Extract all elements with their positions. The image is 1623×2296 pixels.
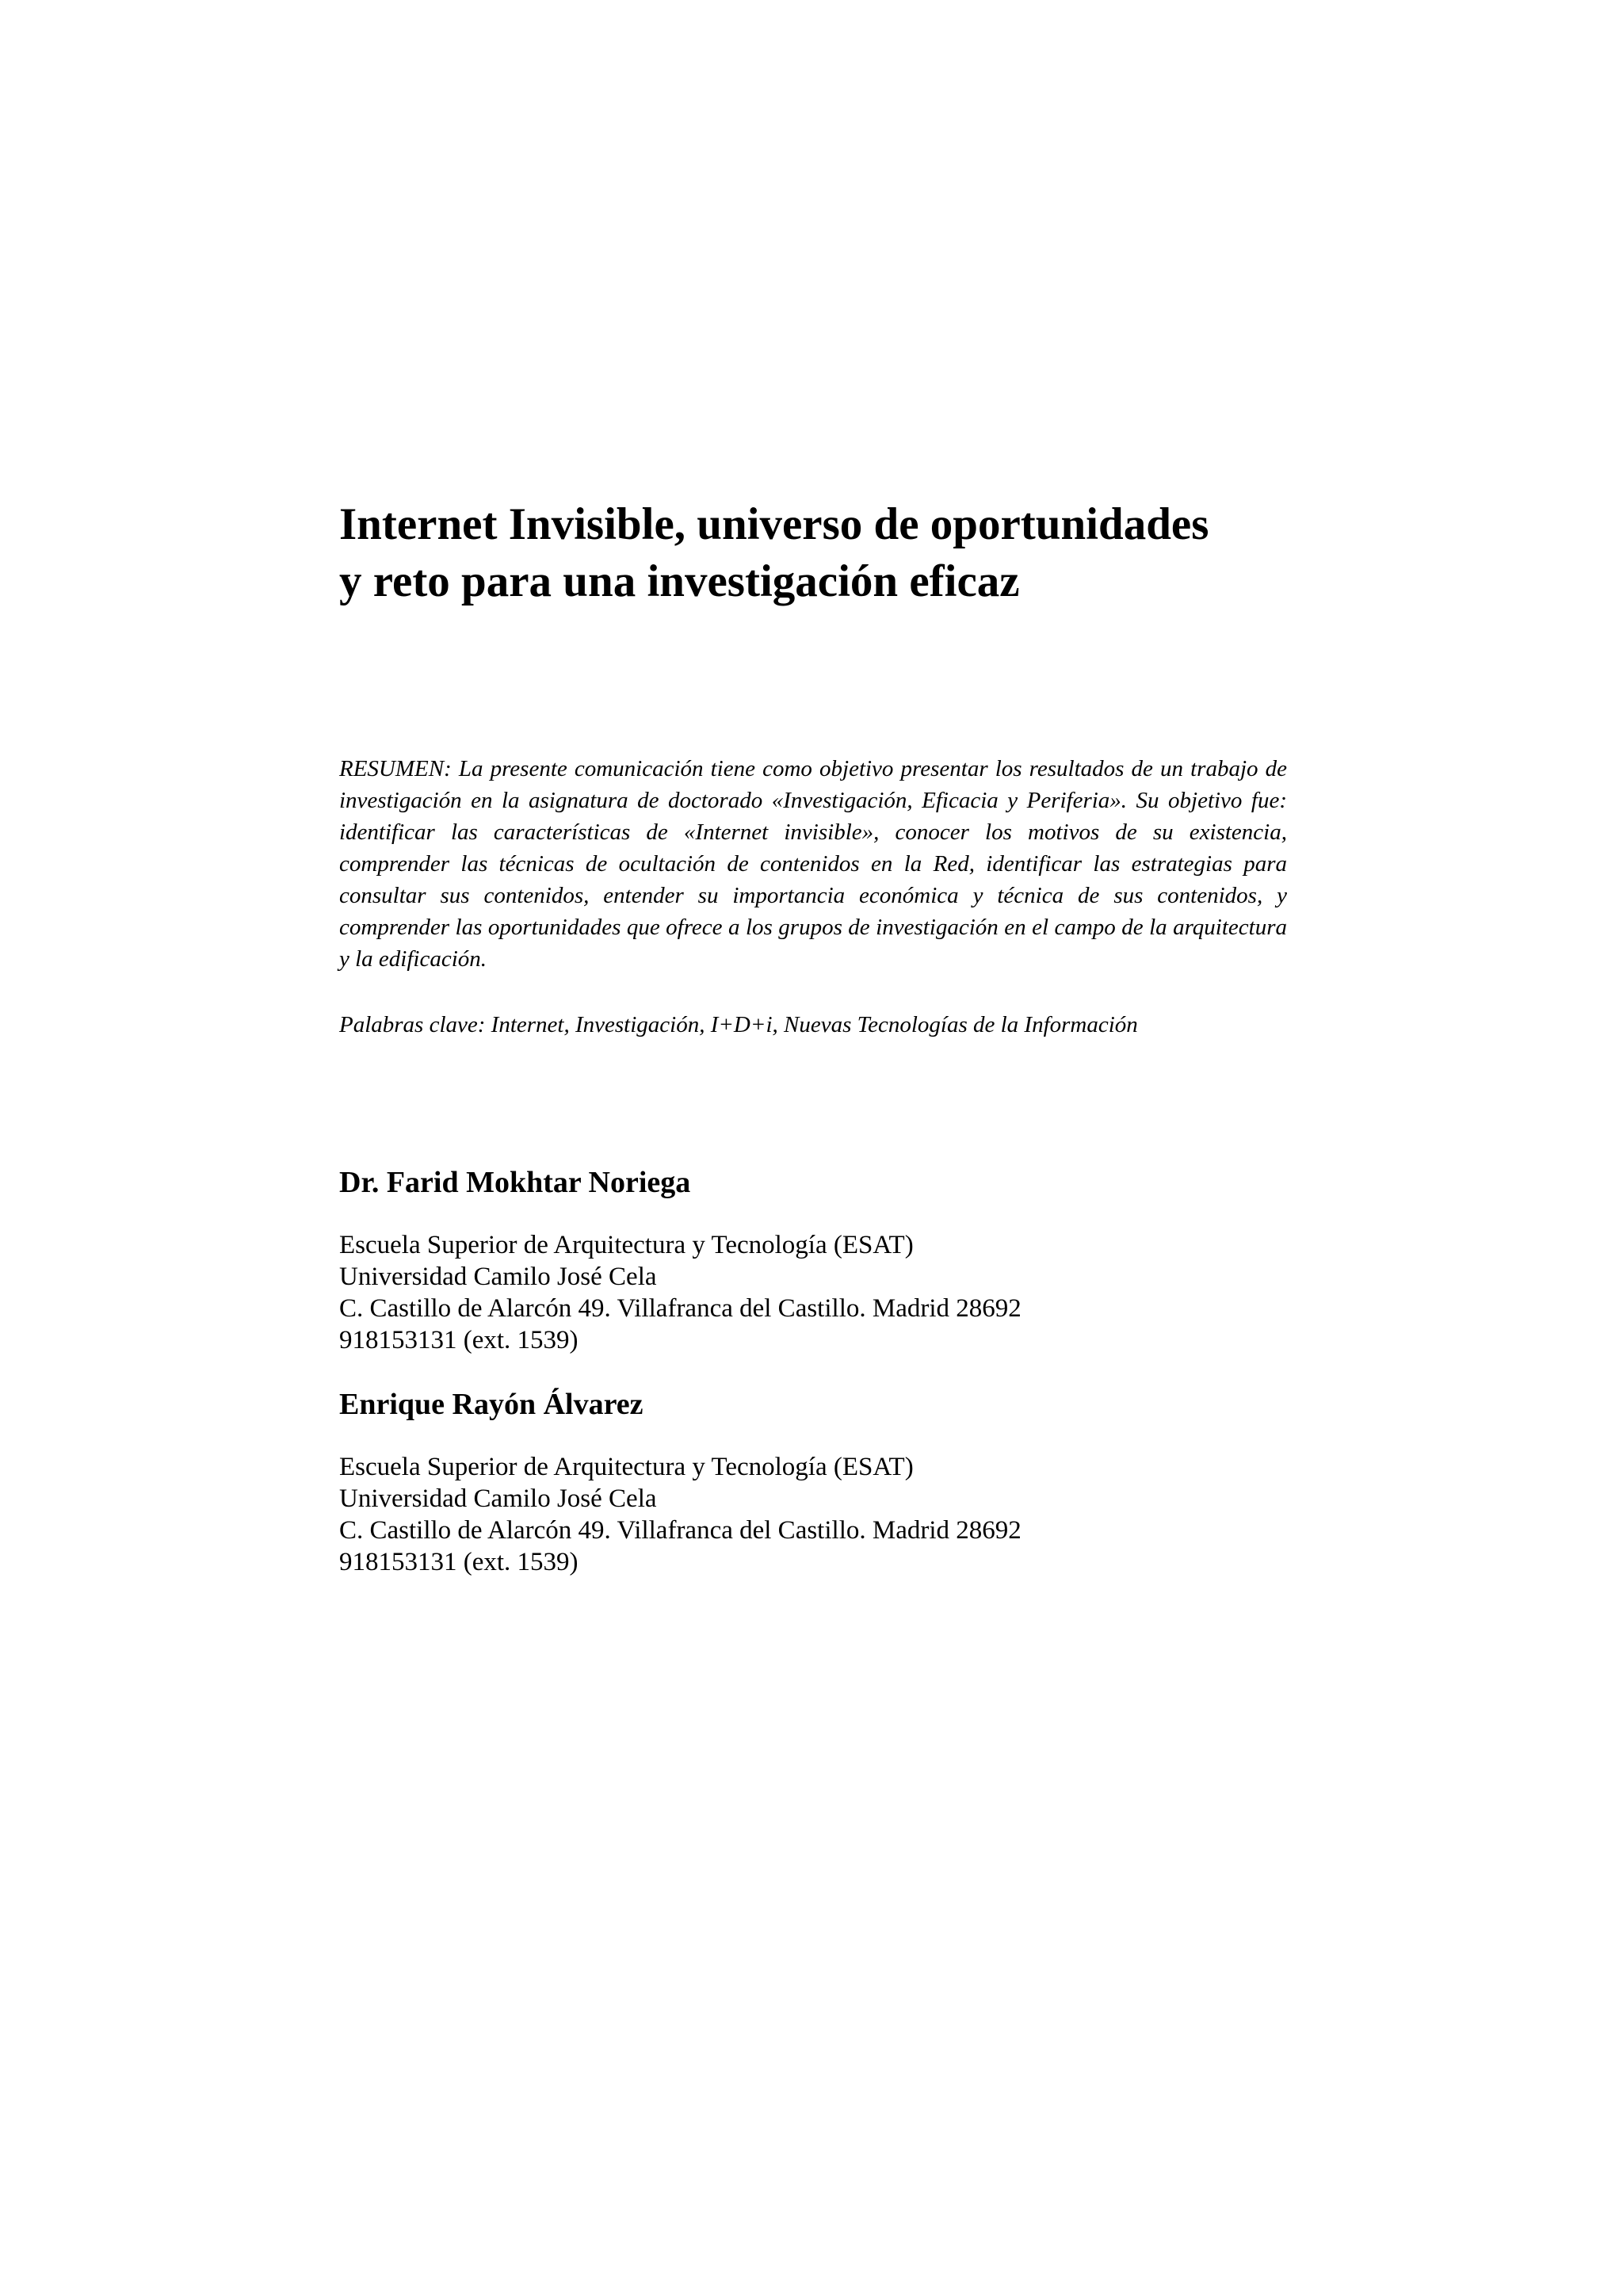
author-name-1: Dr. Farid Mokhtar Noriega: [339, 1166, 691, 1199]
affiliation-school: Escuela Superior de Arquitectura y Tecnología (ESAT): [339, 1231, 914, 1259]
author-affiliation-2: [339, 1451, 1022, 1578]
paper-title-line-2: y reto para una investigación eficaz: [339, 556, 1020, 606]
paper-title: [339, 496, 1369, 610]
affiliation-school: Escuela Superior de Arquitectura y Tecnología (ESAT): [339, 1453, 914, 1481]
affiliation-address: C. Castillo de Alarcón 49. Villafranca del Castillo. Madrid 28692: [339, 1516, 1022, 1545]
author-name-2: Enrique Rayón Álvarez: [339, 1388, 643, 1421]
affiliation-phone: 918153131 (ext. 1539): [339, 1548, 579, 1576]
paper-title-line-1: Internet Invisible, universo de oportunidades: [339, 499, 1209, 549]
affiliation-phone: 918153131 (ext. 1539): [339, 1326, 579, 1354]
affiliation-university: Universidad Camilo José Cela: [339, 1263, 657, 1291]
abstract: RESUMEN: La presente comunicación tiene como objetivo presentar los resultados de un trabajo de investigación en la asignatura de doctorado «Investigación, Eficacia y Periferia». Su objetivo fue: identificar las características de «Internet invisible», conocer los motivos de su existencia, comprender las técnicas de ocultación de contenidos en la Red, identificar las estrategias para consultar sus contenidos, entender su importancia económica y técnica de sus contenidos, y comprender las oportunidades que ofrece a los grupos de investigación en el campo de la arquitectura y la edificación.: [339, 756, 1287, 972]
affiliation-university: Universidad Camilo José Cela: [339, 1484, 657, 1513]
keywords: Palabras clave: Internet, Investigación, I+D+i, Nuevas Tecnologías de la Información: [339, 1012, 1138, 1037]
author-affiliation-1: [339, 1229, 1022, 1356]
affiliation-address: C. Castillo de Alarcón 49. Villafranca del Castillo. Madrid 28692: [339, 1294, 1022, 1323]
